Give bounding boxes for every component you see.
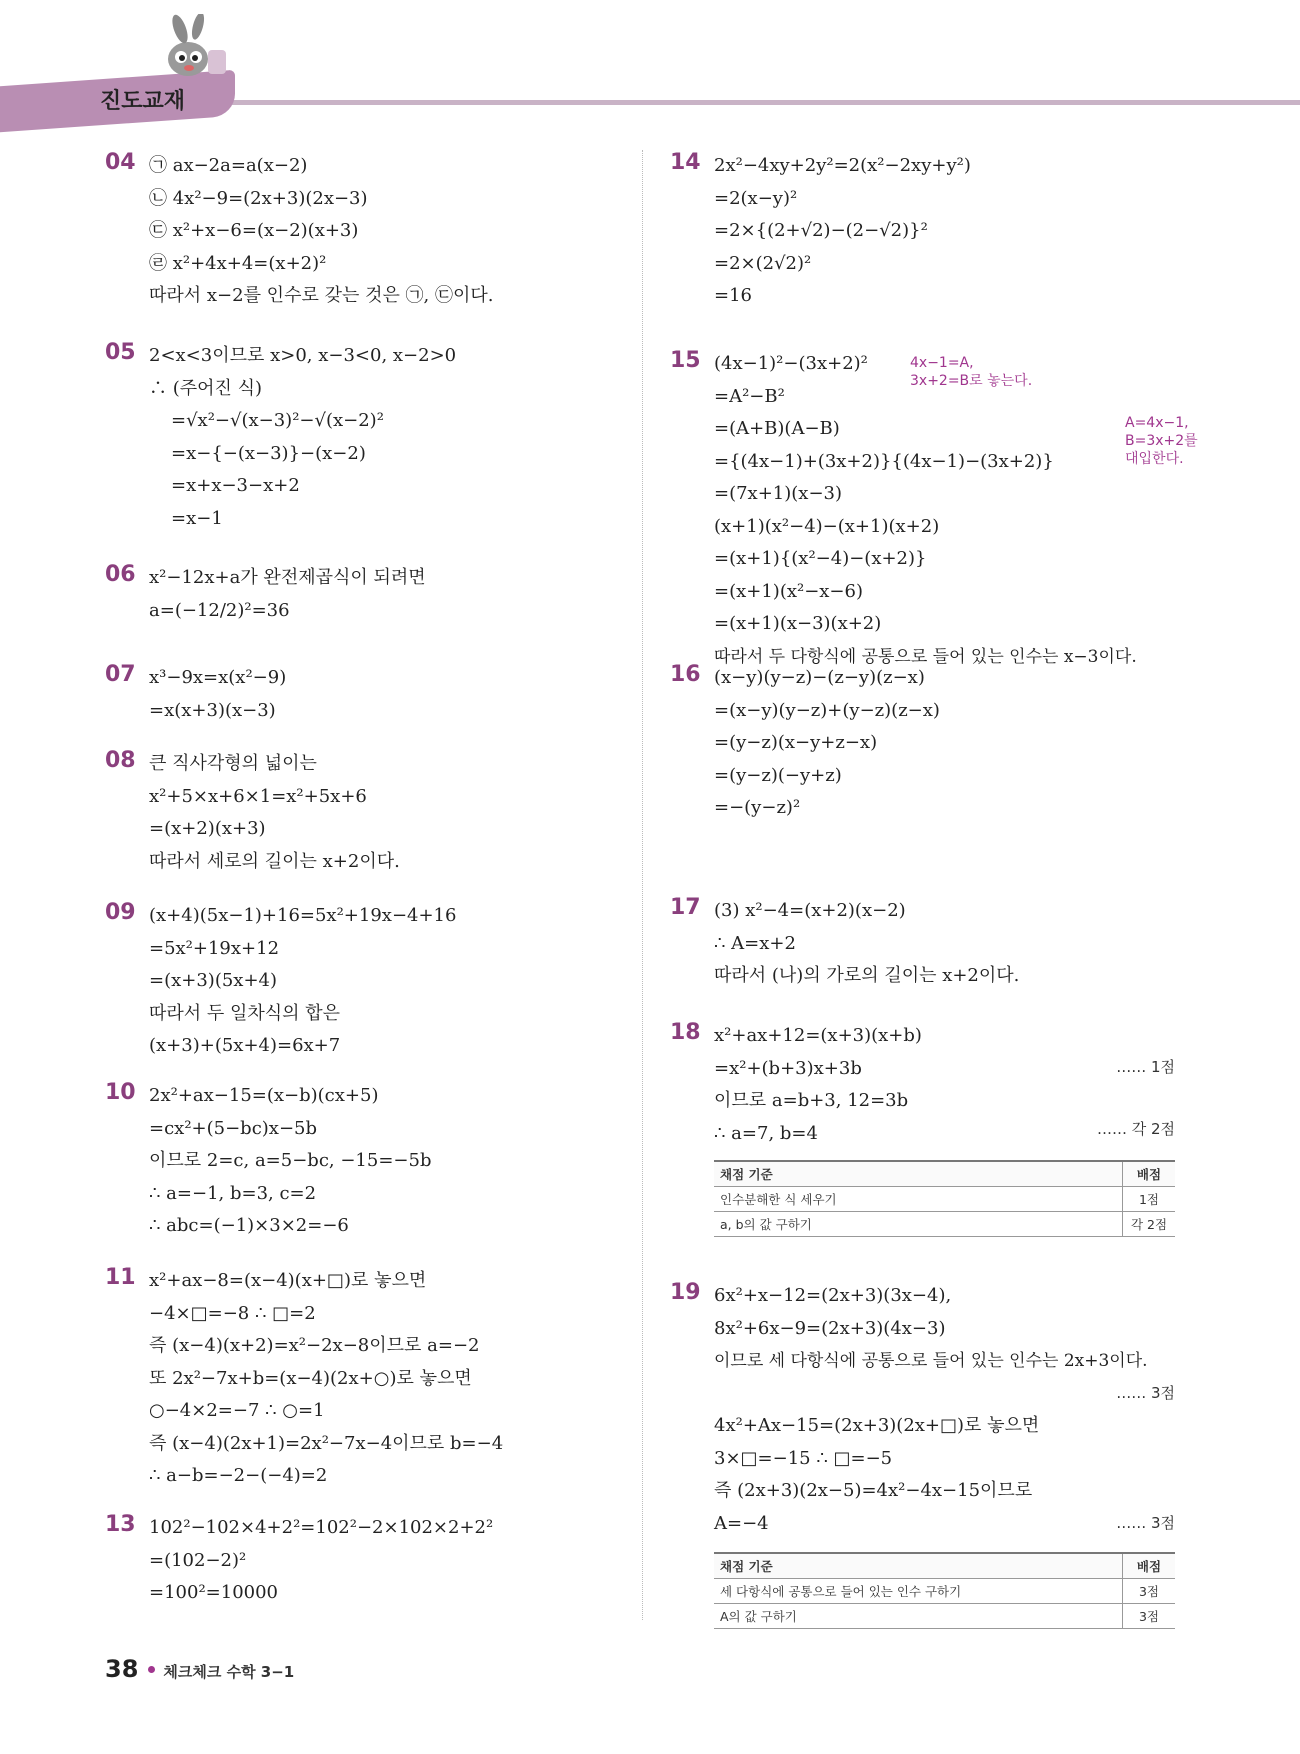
solution-line: =2×{(2+√2)−(2−√2)}² [714, 220, 928, 241]
solution-line: ㉠ ax−2a=a(x−2) [149, 155, 308, 176]
column-divider [642, 150, 643, 1620]
solution-line: ○−4×2=−7 ∴ ○=1 [149, 1400, 325, 1421]
problem-number: 08 [105, 748, 136, 773]
solution-line: A=−4 [714, 1512, 769, 1534]
page-footer [105, 1655, 294, 1683]
solution-line: =(x−y)(y−z)+(y−z)(z−x) [714, 699, 940, 721]
solution-line: 즉 (x−4)(x+2)=x²−2x−8이므로 a=−2 [149, 1335, 480, 1356]
solution-line: x³−9x=x(x²−9) [149, 667, 287, 688]
note-line: B=3x+2를 [1125, 433, 1198, 449]
solution-line: 2<x<3이므로 x>0, x−3<0, x−2>0 [149, 345, 457, 366]
solution-line: =(x+1)(x²−x−6) [714, 580, 863, 602]
solution-line: ∴ a=−1, b=3, c=2 [149, 1182, 317, 1204]
score-mark: …… 3점 [1116, 1514, 1175, 1532]
solution-line: =(x+1)(x−3)(x+2) [714, 613, 882, 634]
problem-number: 10 [105, 1080, 136, 1105]
solution-line: 4x²+Ax−15=(2x+3)(2x+□)로 놓으면 [714, 1415, 1040, 1436]
solution-line: =(A+B)(A−B) [714, 418, 840, 439]
solution-line: (x+3)+(5x+4)=6x+7 [149, 1035, 341, 1056]
grading-table [714, 1552, 1175, 1629]
solution-line: 2x²+ax−15=(x−b)(cx+5) [149, 1085, 379, 1106]
problem-number: 19 [670, 1280, 701, 1305]
grading-criteria: A의 값 구하기 [714, 1604, 1123, 1629]
solution-line: =√x²−√(x−3)²−√(x−2)² [171, 410, 384, 431]
problem-number: 11 [105, 1265, 136, 1290]
solution-line: =(x+2)(x+3) [149, 818, 266, 839]
note-line: 3x+2=B로 놓는다. [910, 373, 1033, 389]
solution-line: =5x²+19x+12 [149, 937, 280, 959]
problem-number: 07 [105, 662, 136, 687]
solution-line: ∴ (주어진 식) [149, 377, 263, 399]
solution-line: 따라서 두 다항식에 공통으로 들어 있는 인수는 x−3이다. [714, 646, 1137, 667]
solution-line: 이므로 세 다항식에 공통으로 들어 있는 인수는 2x+3이다. [714, 1351, 1148, 1371]
problem-number: 09 [105, 900, 136, 925]
problem-number: 17 [670, 895, 701, 920]
solution-line: ㉣ x²+4x+4=(x+2)² [149, 252, 327, 274]
grading-criteria: a, b의 값 구하기 [714, 1212, 1123, 1237]
grading-criteria: 인수분해한 식 세우기 [714, 1187, 1123, 1212]
solution-line: x²+ax+12=(x+3)(x+b) [714, 1025, 922, 1046]
solution-line: (x+4)(5x−1)+16=5x²+19x−4+16 [149, 905, 457, 926]
solution-line: ㉡ 4x²−9=(2x+3)(2x−3) [149, 187, 368, 209]
solution-line: 따라서 (나)의 가로의 길이는 x+2이다. [714, 965, 1020, 986]
solution-line: =(x+1){(x²−4)−(x+2)} [714, 548, 927, 569]
grading-header-criteria: 채점 기준 [714, 1161, 1123, 1187]
solution-line: =16 [714, 285, 752, 306]
solution-line: ㉢ x²+x−6=(x−2)(x+3) [149, 220, 359, 241]
solution-line: 이므로 a=b+3, 12=3b [714, 1090, 909, 1111]
solution-line: 따라서 두 일차식의 합은 [149, 1002, 341, 1024]
grading-header-points: 배점 [1123, 1553, 1176, 1579]
page-number: 38 [105, 1655, 139, 1683]
solution-line: =(7x+1)(x−3) [714, 483, 842, 504]
problem-number: 04 [105, 150, 136, 175]
solution-line: ∴ a−b=−2−(−4)=2 [149, 1465, 328, 1486]
solution-line: 3×□=−15 ∴ □=−5 [714, 1447, 893, 1469]
problem-number: 13 [105, 1512, 136, 1537]
grading-points: 3점 [1123, 1604, 1176, 1629]
solution-line: =(x+3)(5x+4) [149, 970, 277, 991]
substitution-note [910, 354, 1032, 390]
solution-line: =x−1 [171, 507, 223, 529]
solution-line: 102²−102×4+2²=102²−2×102×2+2² [149, 1517, 494, 1538]
problem-number: 16 [670, 662, 701, 687]
solution-line: x²+ax−8=(x−4)(x+□)로 놓으면 [149, 1270, 427, 1291]
grading-points: 각 2점 [1123, 1212, 1176, 1237]
solution-line: =x+x−3−x+2 [171, 475, 300, 496]
solution-line: =100²=10000 [149, 1582, 278, 1603]
solution-line: =x−{−(x−3)}−(x−2) [171, 442, 366, 464]
solution-line: 따라서 x−2를 인수로 갖는 것은 ㉠, ㉢이다. [149, 285, 494, 306]
problem-number: 15 [670, 348, 701, 373]
chapter-tab-label: 진도교재 [100, 89, 186, 114]
solution-line: =x²+(b+3)x+3b [714, 1057, 862, 1079]
solution-line: =−(y−z)² [714, 797, 801, 818]
grading-criteria: 세 다항식에 공통으로 들어 있는 인수 구하기 [714, 1579, 1123, 1604]
score-mark: …… 3점 [1116, 1384, 1175, 1402]
note-line: 대입한다. [1125, 451, 1184, 467]
note-line: 4x−1=A, [910, 355, 974, 371]
score-mark: …… 1점 [1116, 1058, 1175, 1076]
grading-table [714, 1160, 1175, 1237]
solution-line: =(102−2)² [149, 1549, 247, 1571]
problem-19 [670, 1280, 1175, 1624]
header-rule [220, 100, 1300, 105]
solution-line: =cx²+(5−bc)x−5b [149, 1117, 318, 1139]
solution-line: (3) x²−4=(x+2)(x−2) [714, 900, 906, 921]
grading-points: 1점 [1123, 1187, 1176, 1212]
solution-line: =A²−B² [714, 385, 785, 407]
rabbit-mascot-icon [150, 14, 230, 84]
solution-line: a=(−12/2)²=36 [149, 599, 290, 621]
solution-line: =x(x+3)(x−3) [149, 699, 276, 721]
back-substitution-note [1125, 414, 1198, 468]
solution-line: 6x²+x−12=(2x+3)(3x−4), [714, 1285, 952, 1306]
grading-header-points: 배점 [1123, 1161, 1176, 1187]
book-title: 체크체크 수학 3−1 [163, 1663, 295, 1681]
problem-18 [670, 1020, 1175, 1232]
problem-number: 18 [670, 1020, 701, 1045]
problem-number: 14 [670, 150, 701, 175]
solution-line: =(y−z)(−y+z) [714, 764, 842, 786]
grading-header-criteria: 채점 기준 [714, 1553, 1123, 1579]
solution-line: 또 2x²−7x+b=(x−4)(2x+○)로 놓으면 [149, 1367, 472, 1389]
solution-line [714, 1378, 1148, 1411]
solution-line: −4×□=−8 ∴ □=2 [149, 1302, 316, 1324]
solution-line: ∴ abc=(−1)×3×2=−6 [149, 1215, 349, 1236]
solution-line: (x+1)(x²−4)−(x+1)(x+2) [714, 515, 940, 537]
solution-line: =2×(2√2)² [714, 252, 812, 274]
solution-line: 즉 (x−4)(2x+1)=2x²−7x−4이므로 b=−4 [149, 1432, 504, 1454]
solution-line: ={(4x−1)+(3x+2)}{(4x−1)−(3x+2)} [714, 450, 1054, 472]
solution-line: 8x²+6x−9=(2x+3)(4x−3) [714, 1317, 946, 1339]
solution-line: 따라서 세로의 길이는 x+2이다. [149, 850, 400, 872]
note-line: A=4x−1, [1125, 415, 1189, 431]
solution-line: ∴ a=7, b=4 [714, 1122, 818, 1144]
solution-line: x²−12x+a가 완전제곱식이 되려면 [149, 567, 426, 588]
solution-line: =(y−z)(x−y+z−x) [714, 732, 878, 753]
solution-line: x²+5×x+6×1=x²+5x+6 [149, 785, 367, 807]
solution-line: 2x²−4xy+2y²=2(x²−2xy+y²) [714, 155, 971, 176]
solution-line: (x−y)(y−z)−(z−y)(z−x) [714, 667, 925, 688]
page-header [0, 0, 1300, 130]
score-mark: …… 각 2점 [1096, 1120, 1175, 1138]
grading-points: 3점 [1123, 1579, 1176, 1604]
problem-number: 05 [105, 340, 136, 365]
solution-line: ∴ A=x+2 [714, 932, 796, 954]
bullet-icon [148, 1666, 155, 1673]
solution-line: 즉 (2x+3)(2x−5)=4x²−4x−15이므로 [714, 1480, 1033, 1501]
solution-line: =2(x−y)² [714, 187, 798, 209]
solution-line: 이므로 2=c, a=5−bc, −15=−5b [149, 1150, 432, 1171]
solution-line: 큰 직사각형의 넓이는 [149, 753, 317, 774]
solution-line: (4x−1)²−(3x+2)² [714, 353, 868, 374]
problem-number: 06 [105, 562, 136, 587]
